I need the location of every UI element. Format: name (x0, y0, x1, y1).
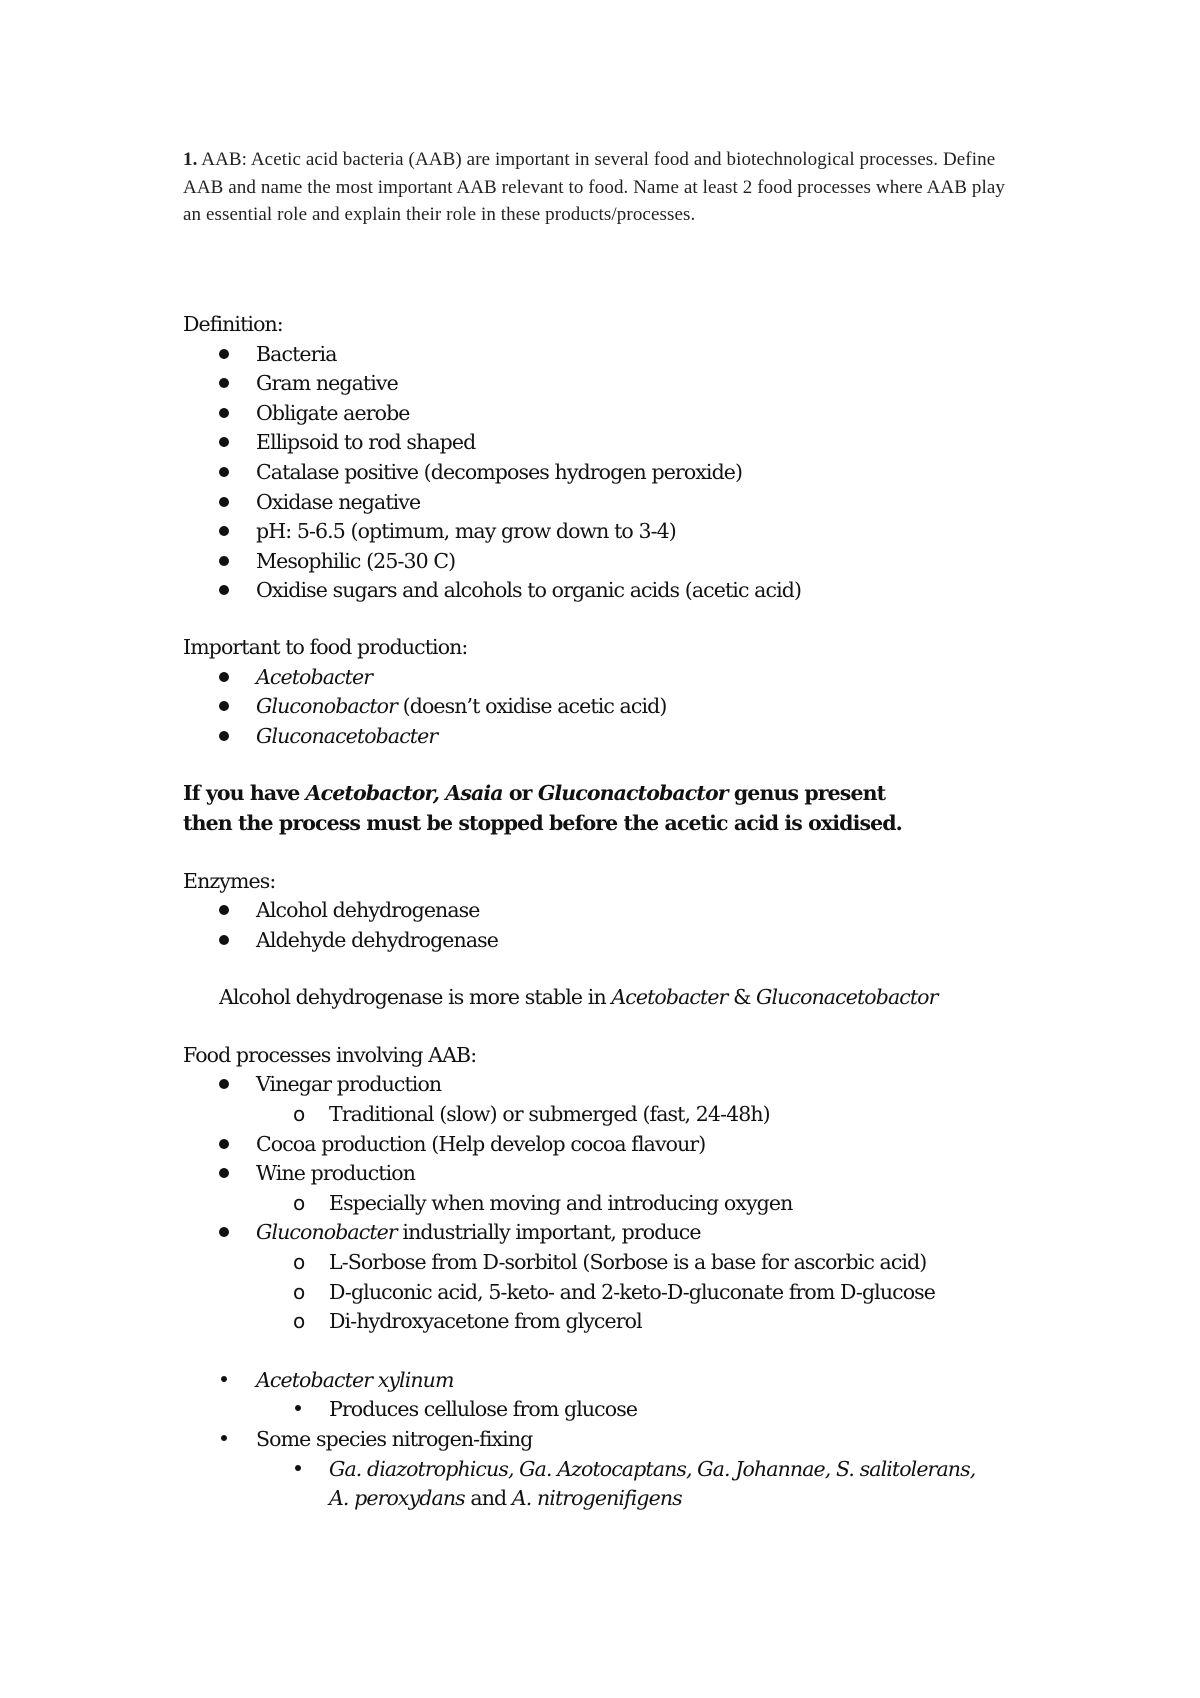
list-subitem (183, 1395, 1083, 1425)
list-item (183, 1070, 1083, 1100)
definition-item-text: Bacteria (256, 341, 337, 366)
genus-note-g1: Acetobactor, Asaia (305, 781, 503, 806)
process-wine-sub: Especially when moving and introducing oxygen (329, 1190, 793, 1215)
list-subitem: o L-Sorbose from D-sorbitol (Sorbose is a base for ascorbic acid) (293, 1250, 927, 1275)
definition-item-text: Gram negative (256, 371, 398, 396)
list-item (183, 722, 1083, 752)
genus-note-pre: If you have (183, 781, 306, 806)
extra-processes-list (183, 1366, 1083, 1514)
list-item (183, 1218, 1083, 1248)
list-item (183, 692, 1083, 722)
definition-item (183, 428, 1083, 458)
process-nitrogen: Some species nitrogen-fixing (256, 1427, 533, 1451)
enzyme-note-pre: Alcohol dehydrogenase is more stable in (219, 985, 612, 1010)
definition-item (183, 369, 1083, 399)
list-subitem: o Di-hydroxyacetone from glycerol (293, 1309, 642, 1334)
nitrogen-species: Ga. diazotrophicus, Ga. Azotocaptans, Ga. Johannae, S. salitolerans, (329, 1456, 976, 1481)
gluconobactor-note: (doesn’t oxidise acetic acid) (397, 694, 667, 719)
question-number: 1. (183, 149, 198, 170)
genus-warning-paragraph (183, 779, 923, 838)
enzyme-note-g2: Gluconacetobactor (756, 985, 938, 1010)
process-xylinum-sub: Produces cellulose from glucose (329, 1397, 638, 1422)
definition-item (183, 340, 1083, 370)
genus-note-post: genus present then the process must be stopped before the acetic acid is oxidised. (183, 781, 902, 835)
important-list (183, 663, 1083, 752)
list-item (183, 1130, 1083, 1160)
process-vinegar: Vinegar production (256, 1072, 442, 1097)
processes-list (183, 1070, 1083, 1336)
enzyme-item: Aldehyde dehydrogenase (256, 927, 499, 952)
nitrogen-species: A. nitrogenifigens (511, 1486, 682, 1511)
definition-item-text: Obligate aerobe (256, 400, 410, 425)
important-heading: Important to food production: (183, 634, 468, 659)
processes-heading: Food processes involving AAB: (183, 1042, 477, 1067)
list-item (183, 896, 1083, 926)
process-xylinum: Acetobacter xylinum (256, 1367, 454, 1392)
answer-body (183, 310, 1083, 1514)
process-glucono-sub: Di-hydroxyacetone from glycerol (329, 1309, 642, 1334)
list-item (183, 1159, 1083, 1189)
enzymes-heading: Enzymes: (183, 868, 276, 893)
enzyme-item: Alcohol dehydrogenase (256, 898, 480, 923)
definition-item (183, 517, 1083, 547)
list-subitem: o Especially when moving and introducing oxygen (293, 1190, 793, 1215)
list-subitem: o Traditional (slow) or submerged (fast, 24-48h) (293, 1102, 770, 1127)
process-wine: Wine production (256, 1161, 416, 1186)
definition-heading: Definition: (183, 312, 283, 336)
nitrogen-and: and (464, 1486, 512, 1511)
question-paragraph (183, 146, 1023, 229)
list-subitem: o D-gluconic acid, 5-keto- and 2-keto-D-gluconate from D-glucose (293, 1279, 936, 1304)
enzymes-list (183, 896, 1083, 955)
definition-item (183, 458, 1083, 488)
genus-acetobacter: Acetobacter (256, 664, 373, 689)
definition-item (183, 399, 1083, 429)
definition-item-text: Catalase positive (decomposes hydrogen peroxide) (256, 459, 743, 484)
definition-item-text: pH: 5-6.5 (optimum, may grow down to 3-4) (256, 519, 676, 544)
definition-list (183, 340, 1083, 606)
nitrogen-species: A. peroxydans (329, 1486, 465, 1511)
list-item (183, 663, 1083, 693)
process-glucono-text: industrially important, produce (396, 1220, 701, 1245)
definition-item-text: Oxidase negative (256, 489, 421, 514)
list-item (183, 1425, 1083, 1455)
process-glucono-genus: Gluconobacter (256, 1220, 397, 1245)
definition-item (183, 547, 1083, 577)
process-vinegar-sub: Traditional (slow) or submerged (fast, 24-48h) (329, 1102, 770, 1127)
process-glucono-sub: D-gluconic acid, 5-keto- and 2-keto-D-gluconate from D-glucose (329, 1279, 936, 1304)
genus-gluconobactor: Gluconobactor (256, 694, 398, 719)
enzyme-note-amp: & (727, 985, 757, 1010)
definition-item-text: Oxidise sugars and alcohols to organic acids (acetic acid) (256, 578, 802, 603)
question-text: AAB: Acetic acid bacteria (AAB) are important in several food and biotechnological processes. Define AAB and name the most important AAB relevant to food. Name at least 2 food processes where AAB play an essential role and explain their role in these products/processes. (183, 149, 1005, 225)
enzyme-stability-note (183, 983, 1083, 1013)
enzyme-note-g1: Acetobacter (611, 985, 728, 1010)
definition-item-text: Ellipsoid to rod shaped (256, 430, 476, 455)
process-glucono-sub: L-Sorbose from D-sorbitol (Sorbose is a base for ascorbic acid) (329, 1250, 927, 1275)
genus-note-mid: or (502, 781, 538, 806)
definition-item (183, 576, 1083, 606)
process-cocoa: Cocoa production (Help develop cocoa flavour) (256, 1131, 706, 1156)
genus-note-g2: Gluconactobactor (537, 781, 728, 806)
definition-item-text: Mesophilic (25-30 C) (256, 548, 456, 573)
definition-item (183, 488, 1083, 518)
list-item (183, 926, 1083, 956)
list-subitem (183, 1455, 1083, 1514)
list-item (183, 1366, 1083, 1396)
genus-gluconacetobacter: Gluconacetobacter (256, 723, 438, 748)
